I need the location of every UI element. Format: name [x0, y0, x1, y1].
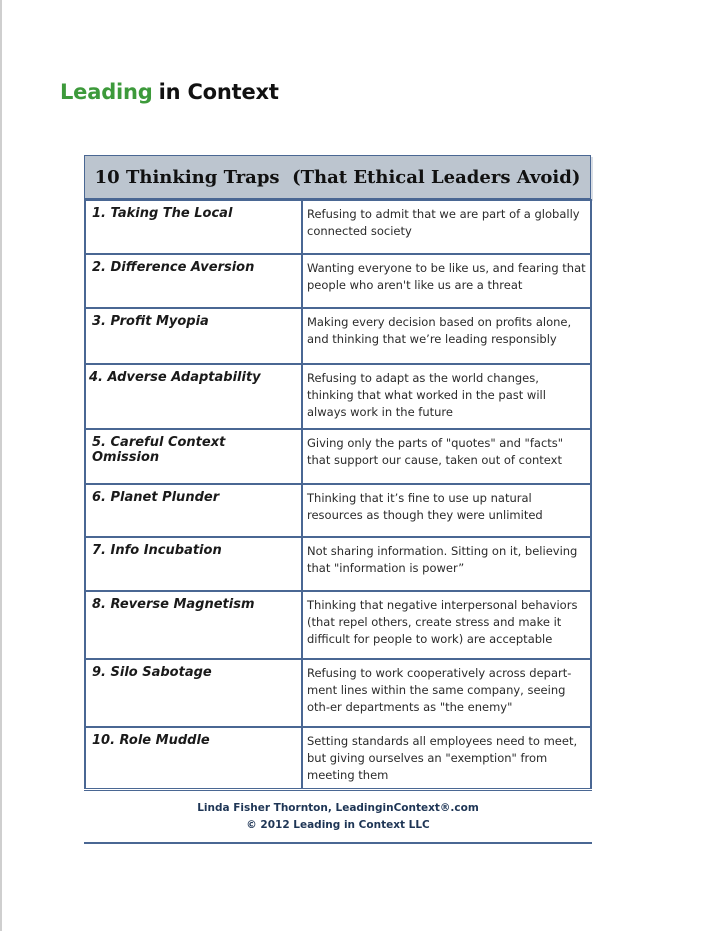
trap-name: 10. Role Muddle	[85, 727, 302, 790]
brand-logo	[60, 80, 279, 104]
table-row	[85, 591, 591, 659]
trap-description: Making every decision based on profits alone, and thinking that we’re leading responsibly	[302, 308, 591, 364]
trap-name: 7. Info Incubation	[85, 537, 302, 591]
table-row	[85, 659, 591, 727]
trap-description: Wanting everyone to be like us, and fearing that people who aren't like us are a threat	[302, 254, 591, 308]
trap-name: 4. Adverse Adaptability	[85, 364, 302, 429]
trap-description: Thinking that it’s fine to use up natural resources as though they were unlimited	[302, 484, 591, 537]
table-row	[85, 364, 591, 429]
table-row	[85, 308, 591, 364]
table-row	[85, 200, 591, 254]
table-row	[85, 484, 591, 537]
table-row	[85, 254, 591, 308]
trap-name: 8. Reverse Magnetism	[85, 591, 302, 659]
footer-divider	[84, 842, 592, 844]
trap-name: 3. Profit Myopia	[85, 308, 302, 364]
trap-description: Refusing to admit that we are part of a globally connected society	[302, 200, 591, 254]
document-title: 10 Thinking Traps (That Ethical Leaders Avoid)	[84, 155, 591, 199]
trap-name: 9. Silo Sabotage	[85, 659, 302, 727]
page-edge	[0, 0, 2, 931]
trap-name: 2. Difference Aversion	[85, 254, 302, 308]
footer-copyright: © 2012 Leading in Context LLC	[246, 819, 430, 831]
trap-name: 6. Planet Plunder	[85, 484, 302, 537]
trap-name: 1. Taking The Local	[85, 200, 302, 254]
trap-description: Refusing to work cooperatively across depart-ment lines within the same company, seeing oth-er departments as "the enemy"	[302, 659, 591, 727]
brand-leading: Leading	[60, 80, 153, 104]
table-row	[85, 429, 591, 484]
trap-description: Giving only the parts of "quotes" and "facts" that support our cause, taken out of context	[302, 429, 591, 484]
brand-in-context: in Context	[158, 80, 279, 104]
table-row	[85, 537, 591, 591]
trap-description: Refusing to adapt as the world changes, thinking that what worked in the past will always work in the future	[302, 364, 591, 429]
trap-description: Not sharing information. Sitting on it, believing that "information is power”	[302, 537, 591, 591]
thinking-traps-table	[84, 199, 592, 791]
table-row	[85, 727, 591, 790]
trap-description: Thinking that negative interpersonal behaviors (that repel others, create stress and make it difficult for people to work) are acceptable	[302, 591, 591, 659]
footer-author: Linda Fisher Thornton, LeadinginContext®.com	[197, 802, 479, 814]
trap-name: 5. Careful Context Omission	[85, 429, 302, 484]
trap-description: Setting standards all employees need to meet, but giving ourselves an "exemption" from meeting them	[302, 727, 591, 790]
